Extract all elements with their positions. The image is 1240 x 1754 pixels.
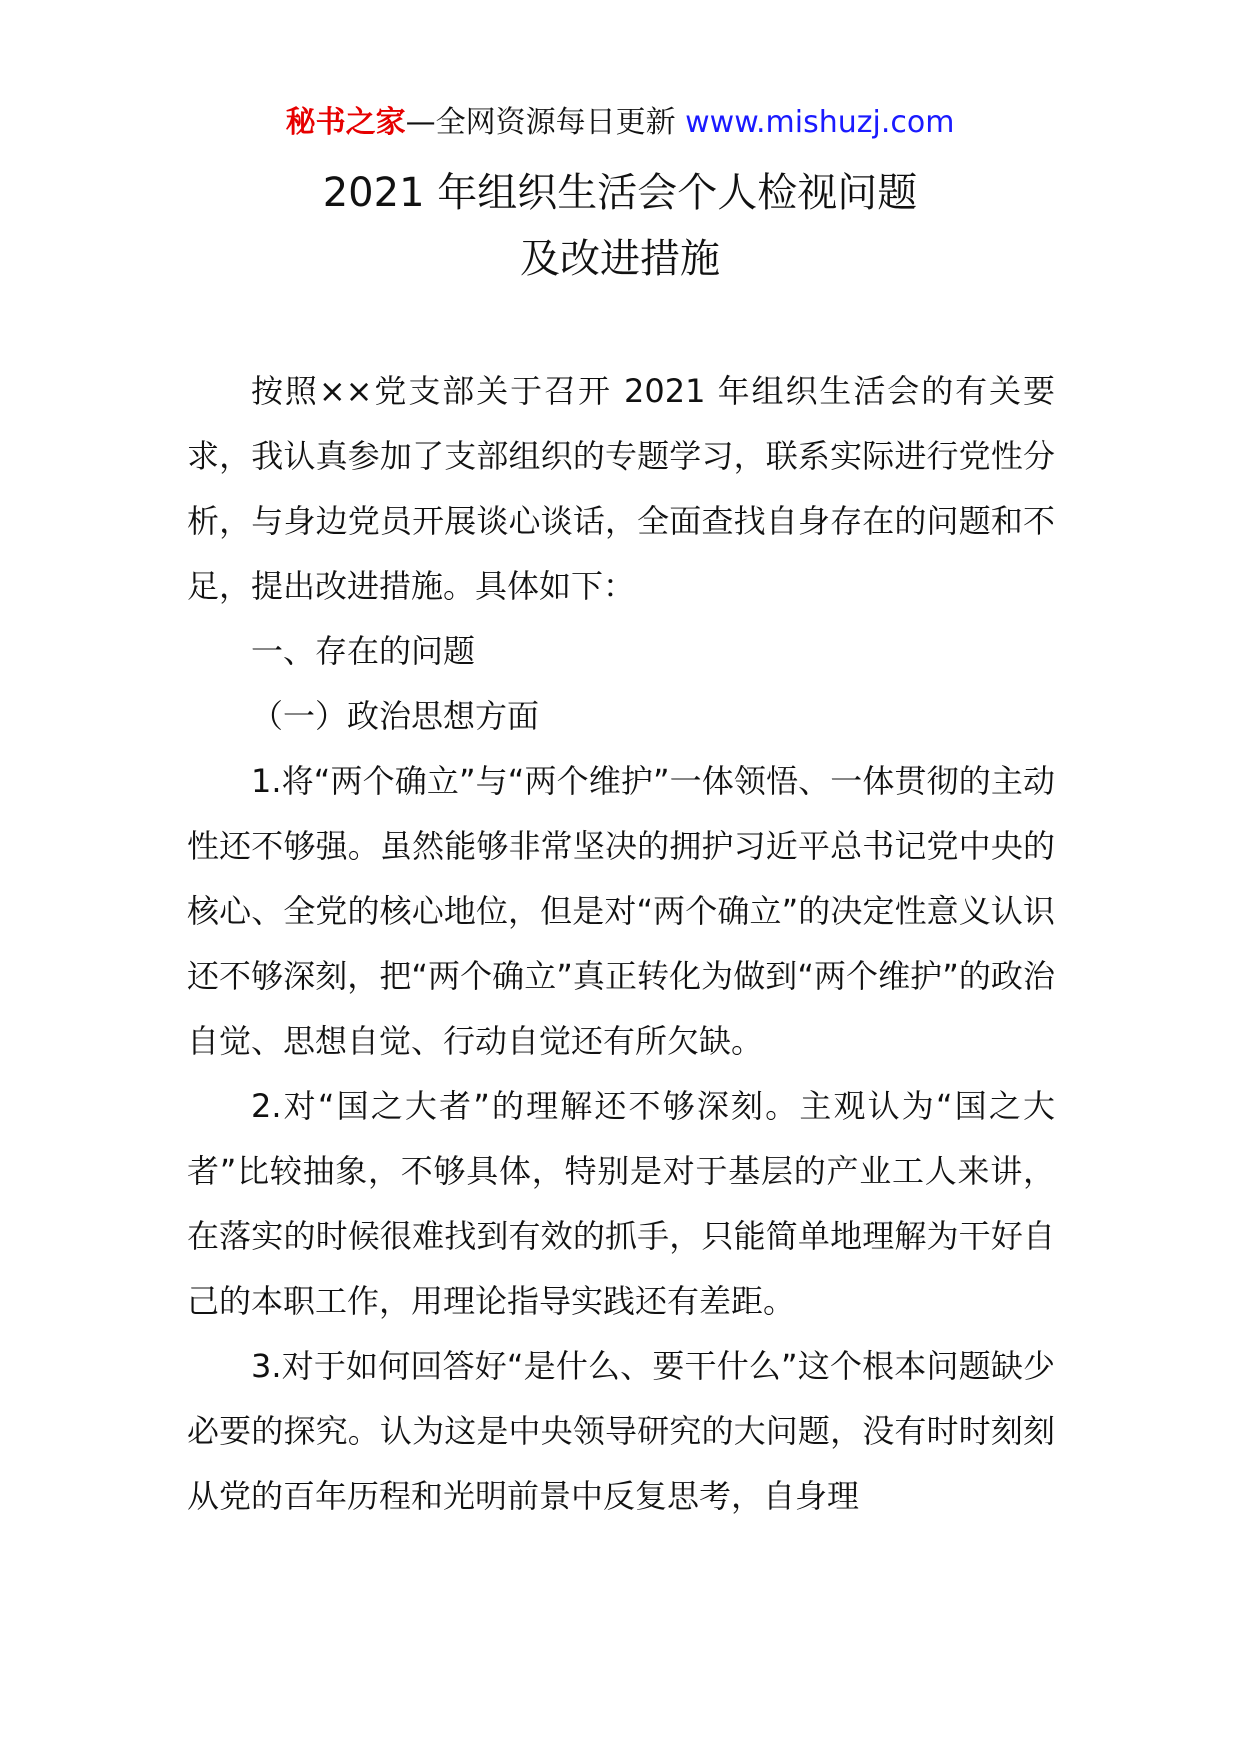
document-title-line-2: 及改进措施 [520,236,720,282]
document-title-line-1: 2021 年组织生活会个人检视问题 [322,170,918,216]
problem-paragraph-1: 1.将“两个确立”与“两个维护”一体领悟、一体贯彻的主动性还不够强。虽然能够非常坚决的拥护习近平总书记党中央的核心、全党的核心地位，但是对“两个确立”的决定性意义认识还不够深刻，把“两个确立”真正转化为做到“两个维护”的政治自觉、思想自觉、行动自觉还有所欠缺。 [187,762,1055,1060]
brand-name: 秘书之家 [285,105,406,140]
problem-paragraph-3: 3.对于如何回答好“是什么、要干什么”这个根本问题缺少必要的探究。认为这是中央领导研究的大问题，没有时时刻刻从党的百年历程和光明前景中反复思考，自身理 [187,1347,1055,1515]
section-heading: 一、存在的问题 [251,632,476,670]
problem-paragraph-2: 2.对“国之大者”的理解还不够深刻。主观认为“国之大者”比较抽象，不够具体，特别是对于基层的产业工人来讲，在落实的时候很难找到有效的抓手，只能简单地理解为干好自己的本职工作，用理论指导实践还有差距。 [187,1087,1055,1320]
subsection-heading: （一）政治思想方面 [251,697,540,735]
intro-paragraph: 按照××党支部关于召开 2021 年组织生活会的有关要求，我认真参加了支部组织的专题学习，联系实际进行党性分析，与身边党员开展谈心谈话，全面查找自身存在的问题和不足，提出改进措施。具体如下： [187,372,1055,605]
document-body [187,359,1055,1529]
header-tagline: —全网资源每日更新 [405,105,676,140]
site-url-link[interactable]: www.mishuzj.com [685,105,955,140]
site-header [0,101,1240,145]
